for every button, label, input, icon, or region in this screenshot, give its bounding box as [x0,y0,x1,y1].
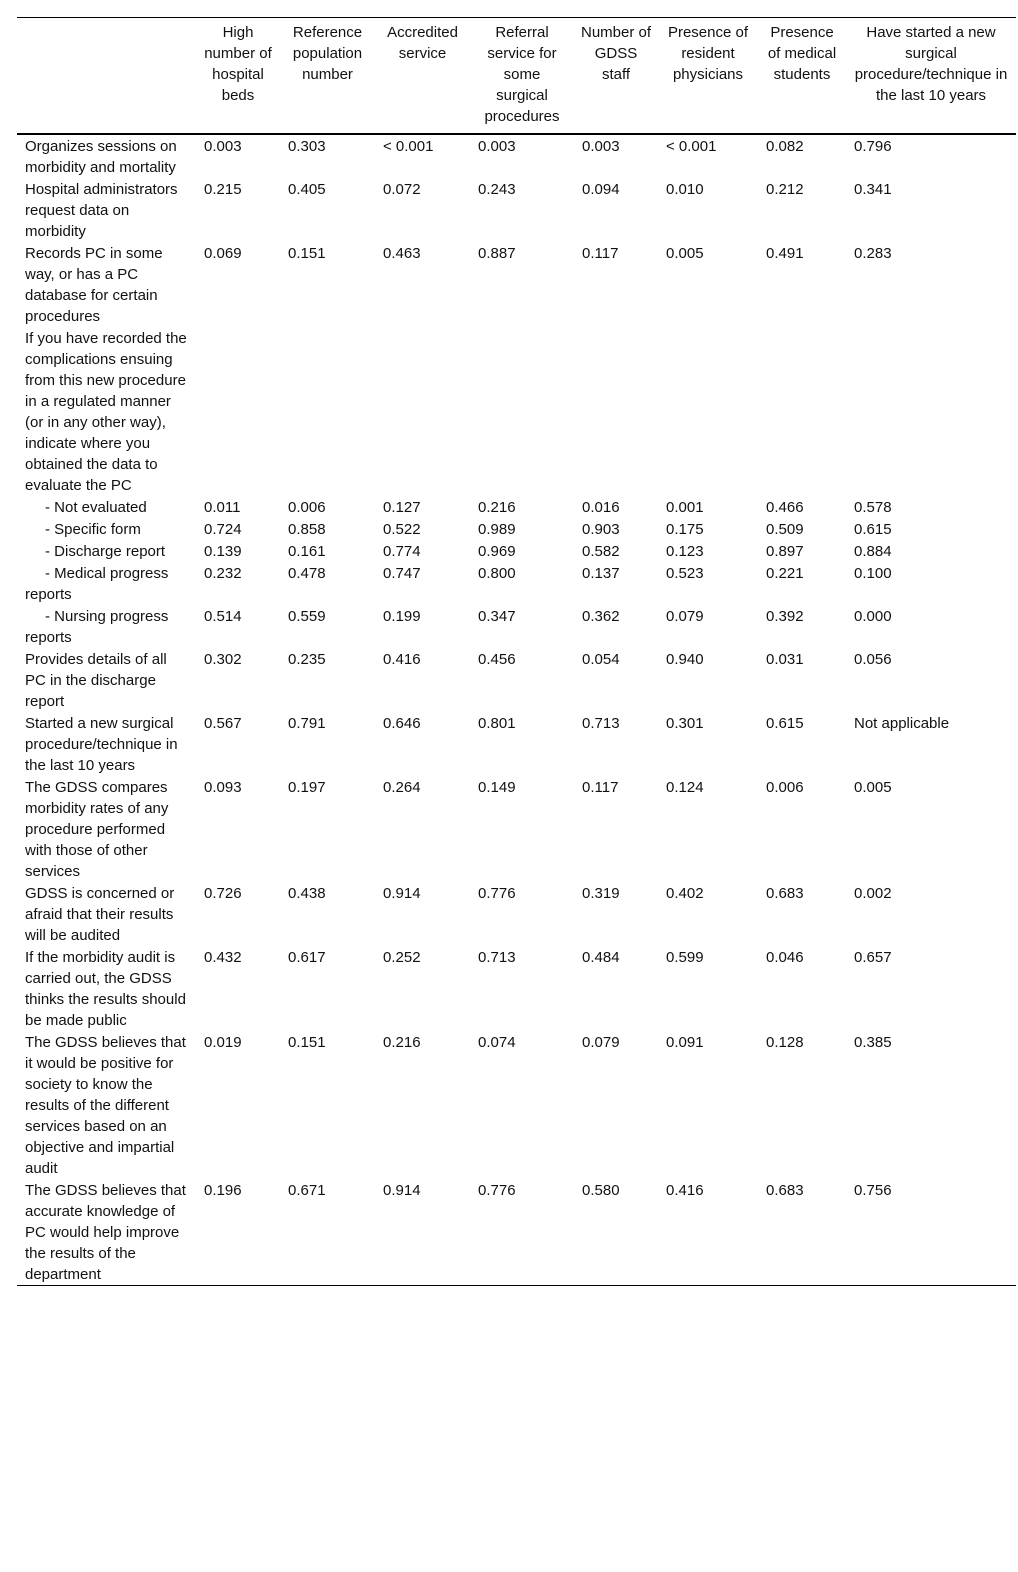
value-cell: 0.303 [288,138,326,155]
value-cell: 0.072 [383,181,421,198]
value-cell: 0.011 [204,499,241,516]
value-cell: 0.199 [383,608,421,625]
value-cell: 0.264 [383,779,421,796]
value-cell: 0.615 [766,715,804,732]
value-cell: 0.079 [582,1034,620,1051]
value-cell: 0.463 [383,245,421,262]
value-cell: 0.509 [766,521,804,538]
value-cell: 0.149 [478,779,516,796]
value-cell: 0.056 [854,651,892,668]
value-cell: 0.522 [383,521,421,538]
header-cell-accredited-service: Accredited service [387,24,458,62]
value-cell: 0.151 [288,1034,326,1051]
row-label: The GDSS believes that it would be positive for society to know the results of the different services based on an objective and impartial audit [25,1034,186,1177]
value-cell: 0.747 [383,565,421,582]
row-label-text: - Nursing progress reports [25,608,169,646]
row-label-text: - Not evaluated [45,499,147,516]
value-cell: 0.432 [204,949,242,966]
value-cell: 0.914 [383,1182,421,1199]
row-label: Started a new surgical procedure/technique in the last 10 years [25,715,178,774]
value-cell: 0.216 [383,1034,421,1051]
value-cell [758,327,846,496]
value-cell: 0.402 [666,885,704,902]
value-cell: 0.776 [478,1182,516,1199]
value-cell [574,327,658,496]
value-cell: 0.617 [288,949,326,966]
value-cell: 0.137 [582,565,620,582]
value-cell: 0.005 [666,245,704,262]
value-cell: 0.582 [582,543,620,560]
value-cell: 0.175 [666,521,704,538]
value-cell [658,327,758,496]
value-cell: 0.128 [766,1034,804,1051]
value-cell: 0.197 [288,779,326,796]
row-label: If the morbidity audit is carried out, the GDSS thinks the results should be made public [25,949,186,1029]
value-cell: 0.491 [766,245,804,262]
table-row [17,648,1016,712]
p-value-table [17,17,1016,1286]
table-row [17,712,1016,776]
value-cell: 0.599 [666,949,704,966]
value-cell: Not applicable [854,715,950,732]
value-cell: 0.074 [478,1034,516,1051]
value-cell: 0.887 [478,245,516,262]
value-cell: 0.003 [204,138,242,155]
value-cell: 0.385 [854,1034,892,1051]
value-cell: 0.235 [288,651,326,668]
value-cell: < 0.001 [666,138,717,155]
value-cell: 0.683 [766,1182,804,1199]
value-cell: 0.094 [582,181,620,198]
value-cell: 0.858 [288,521,326,538]
value-cell: 0.046 [766,949,804,966]
value-cell: 0.221 [766,565,804,582]
value-cell: < 0.001 [383,138,434,155]
value-cell: 0.484 [582,949,620,966]
table-row [17,882,1016,946]
value-cell [280,327,375,496]
value-cell: 0.123 [666,543,704,560]
value-cell: 0.151 [288,245,326,262]
value-cell: 0.001 [666,499,704,516]
table-header [17,18,1016,135]
value-cell: 0.161 [288,543,326,560]
value-cell: 0.776 [478,885,516,902]
value-cell: 0.478 [288,565,326,582]
value-cell: 0.791 [288,715,326,732]
value-cell: 0.646 [383,715,421,732]
table-row [17,946,1016,1031]
header-cell-new-procedure: Have started a new surgical procedure/technique in the last 10 years [854,24,1008,104]
value-cell: 0.006 [766,779,804,796]
value-cell: 0.567 [204,715,242,732]
table-row [17,776,1016,882]
value-cell: 0.005 [854,779,892,796]
value-cell: 0.362 [582,608,620,625]
header-cell-row-label [17,18,196,135]
value-cell: 0.884 [854,543,892,560]
value-cell: 0.969 [478,543,516,560]
row-label: Organizes sessions on morbidity and mortality [25,138,177,176]
row-label [17,562,196,605]
value-cell: 0.897 [766,543,804,560]
table-container [17,17,1016,1286]
table-row [17,518,1016,540]
header-cell-referral-service: Referral service for some surgical procedures [484,24,560,125]
value-cell: 0.801 [478,715,516,732]
table-row [17,327,1016,496]
value-cell: 0.523 [666,565,704,582]
table-row [17,178,1016,242]
table-row [17,242,1016,327]
value-cell: 0.082 [766,138,804,155]
value-cell: 0.252 [383,949,421,966]
value-cell: 0.069 [204,245,242,262]
table-row [17,540,1016,562]
value-cell: 0.405 [288,181,326,198]
value-cell: 0.580 [582,1182,620,1199]
value-cell: 0.016 [582,499,620,516]
value-cell: 0.031 [766,651,804,668]
value-cell [846,327,1016,496]
row-label: Records PC in some way, or has a PC database for certain procedures [25,245,163,325]
value-cell: 0.079 [666,608,704,625]
value-cell: 0.559 [288,608,326,625]
row-label-text: - Specific form [45,521,141,538]
value-cell: 0.774 [383,543,421,560]
value-cell [375,327,470,496]
value-cell: 0.683 [766,885,804,902]
header-cell-reference-population: Reference population number [292,24,363,83]
value-cell: 0.713 [478,949,516,966]
row-label: The GDSS compares morbidity rates of any procedure performed with those of other services [25,779,169,880]
row-label: GDSS is concerned or afraid that their results will be audited [25,885,175,944]
table-row [17,1031,1016,1179]
value-cell: 0.212 [766,181,804,198]
value-cell: 0.196 [204,1182,242,1199]
value-cell: 0.756 [854,1182,892,1199]
table-row [17,496,1016,518]
value-cell: 0.726 [204,885,242,902]
header-row [17,18,1016,135]
row-label [17,496,196,518]
row-label-text: - Medical progress reports [25,565,169,603]
row-label: If you have recorded the complications ensuing from this new procedure in a regulated manner (or in any other way), indicate where you obtained the data to evaluate the PC [25,330,187,494]
value-cell: 0.054 [582,651,620,668]
value-cell: 0.940 [666,651,704,668]
value-cell: 0.003 [582,138,620,155]
value-cell: 0.347 [478,608,516,625]
value-cell: 0.416 [666,1182,704,1199]
header-cell-gdss-staff: Number of GDSS staff [580,24,652,83]
value-cell: 0.006 [288,499,326,516]
value-cell: 0.003 [478,138,516,155]
value-cell [196,327,280,496]
value-cell: 0.989 [478,521,516,538]
value-cell: 0.438 [288,885,326,902]
value-cell: 0.796 [854,138,892,155]
table-row [17,134,1016,178]
value-cell: 0.117 [582,779,619,796]
value-cell: 0.724 [204,521,242,538]
header-cell-medical-students: Presence of medical students [767,24,837,83]
value-cell: 0.216 [478,499,516,516]
value-cell: 0.466 [766,499,804,516]
row-label: The GDSS believes that accurate knowledge of PC would help improve the results of the department [25,1182,186,1283]
row-label: Provides details of all PC in the discharge report [25,651,167,710]
value-cell: 0.341 [854,181,892,198]
row-label-text: - Discharge report [45,543,166,560]
value-cell: 0.914 [383,885,421,902]
value-cell: 0.243 [478,181,516,198]
row-label [17,540,196,562]
table-body [17,134,1016,1286]
value-cell: 0.124 [666,779,704,796]
value-cell: 0.903 [582,521,620,538]
value-cell [470,327,574,496]
header-cell-hospital-beds: High number of hospital beds [204,24,272,104]
value-cell: 0.002 [854,885,892,902]
value-cell: 0.302 [204,651,242,668]
value-cell: 0.615 [854,521,892,538]
value-cell: 0.578 [854,499,892,516]
value-cell: 0.456 [478,651,516,668]
value-cell: 0.283 [854,245,892,262]
value-cell: 0.671 [288,1182,326,1199]
value-cell: 0.019 [204,1034,242,1051]
value-cell: 0.514 [204,608,242,625]
value-cell: 0.139 [204,543,242,560]
row-label: Hospital administrators request data on morbidity [25,181,178,240]
value-cell: 0.215 [204,181,242,198]
row-label [17,518,196,540]
value-cell: 0.657 [854,949,892,966]
value-cell: 0.117 [582,245,619,262]
table-row [17,562,1016,605]
value-cell: 0.232 [204,565,242,582]
value-cell: 0.713 [582,715,620,732]
value-cell: 0.091 [666,1034,704,1051]
value-cell: 0.800 [478,565,516,582]
value-cell: 0.319 [582,885,620,902]
value-cell: 0.100 [854,565,892,582]
header-cell-resident-physicians: Presence of resident physicians [667,24,749,83]
row-label [17,605,196,648]
value-cell: 0.301 [666,715,704,732]
table-row [17,1179,1016,1286]
value-cell: 0.093 [204,779,242,796]
value-cell: 0.416 [383,651,421,668]
value-cell: 0.392 [766,608,804,625]
value-cell: 0.010 [666,181,704,198]
table-row [17,605,1016,648]
value-cell: 0.000 [854,608,892,625]
value-cell: 0.127 [383,499,421,516]
